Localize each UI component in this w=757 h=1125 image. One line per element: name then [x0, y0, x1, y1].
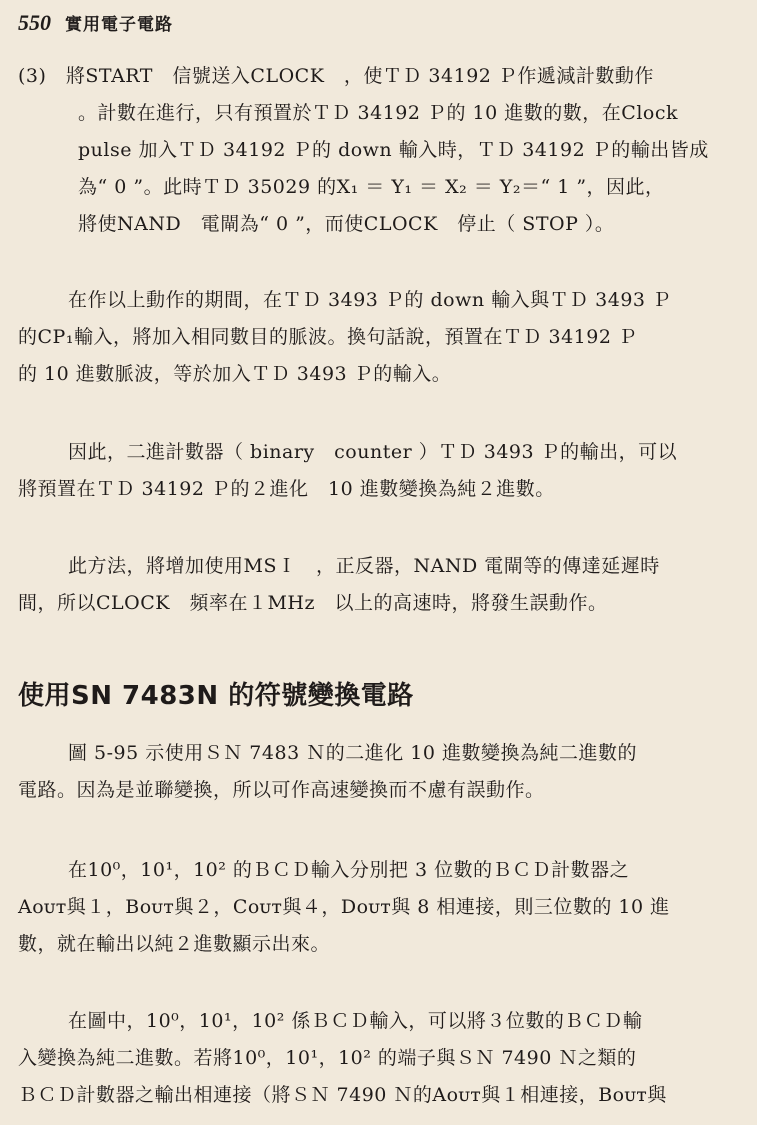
- text-line: (3) 將START 信號送入CLOCK ，使ＴＤ 34192 Ｐ作遞減計數動作: [18, 65, 654, 87]
- text-line: 因此，二進計數器（ binary counter ）ＴＤ 3493 Ｐ的輸出，可以: [68, 441, 678, 463]
- paragraph-bcd-inputs: [18, 852, 738, 963]
- text-line: 在作以上動作的期間，在ＴＤ 3493 Ｐ的 down 輸入與ＴＤ 3493 Ｐ: [68, 289, 672, 311]
- text-line: 在10⁰，10¹，10² 的ＢＣＤ輸入分別把 3 位數的ＢＣＤ計數器之: [68, 859, 630, 881]
- text-line: 。計數在進行，只有預置於ＴＤ 34192 Ｐ的 10 進數的數，在Clock: [78, 102, 678, 124]
- text-line: ＢＣＤ計數器之輸出相連接（將ＳＮ 7490 Ｎ的Aᴏᴜᴛ與１相連接，Bᴏᴜᴛ與: [18, 1084, 667, 1106]
- text-line: 為“ 0 ”。此時ＴＤ 35029 的X₁ ＝ Y₁ ＝ X₂ ＝ Y₂＝“ 1 ”，因此，: [78, 176, 665, 198]
- text-line: 在圖中，10⁰，10¹，10² 係ＢＣＤ輸入，可以將３位數的ＢＣＤ輸: [68, 1010, 643, 1032]
- paragraph-msi: [18, 548, 738, 622]
- text-line: 間，所以CLOCK 頻率在１MHz 以上的高速時，將發生誤動作。: [18, 592, 608, 614]
- text-line: 數，就在輸出以純２進數顯示出來。: [18, 933, 331, 955]
- text-line: 的 10 進數脈波，等於加入ＴＤ 3493 Ｐ的輸入。: [18, 363, 452, 385]
- text-line: 的CP₁輸入，將加入相同數目的脈波。換句話說，預置在ＴＤ 34192 Ｐ: [18, 326, 638, 348]
- text-line: 入變換為純二進數。若將10⁰，10¹，10² 的端子與ＳＮ 7490 Ｎ之類的: [18, 1047, 637, 1069]
- paragraph-operation: [18, 282, 738, 393]
- paragraph-step-3: [18, 58, 738, 243]
- section-heading: 使用SN 7483N 的符號變換電路: [18, 681, 414, 711]
- text-line: 電路。因為是並聯變換，所以可作高速變換而不慮有誤動作。: [18, 779, 545, 801]
- text-line: 此方法，將增加使用MSＩ ，正反器，NAND 電閘等的傳達延遲時: [68, 555, 660, 577]
- page-header: [18, 10, 173, 36]
- page-number: 550: [18, 10, 51, 35]
- paragraph-in-figure: [18, 1003, 738, 1114]
- text-line: pulse 加入ＴＤ 34192 Ｐ的 down 輸入時，ＴＤ 34192 Ｐ的輸出皆成: [78, 139, 709, 161]
- text-line: 將預置在ＴＤ 34192 Ｐ的２進化 10 進數變換為純２進數。: [18, 478, 555, 500]
- paragraph-figure-5-95: [18, 735, 738, 809]
- book-title: 實用電子電路: [65, 15, 173, 35]
- text-line: Aᴏᴜᴛ與１，Bᴏᴜᴛ與２，Cᴏᴜᴛ與４，Dᴏᴜᴛ與 8 相連接，則三位數的 10 進: [18, 896, 670, 918]
- paragraph-binary-counter: [18, 434, 738, 508]
- text-line: 圖 5-95 示使用ＳＮ 7483 Ｎ的二進化 10 進數變換為純二進數的: [68, 742, 637, 764]
- text-line: 將使NAND 電閘為“ 0 ”，而使CLOCK 停止（ STOP ）。: [78, 213, 615, 235]
